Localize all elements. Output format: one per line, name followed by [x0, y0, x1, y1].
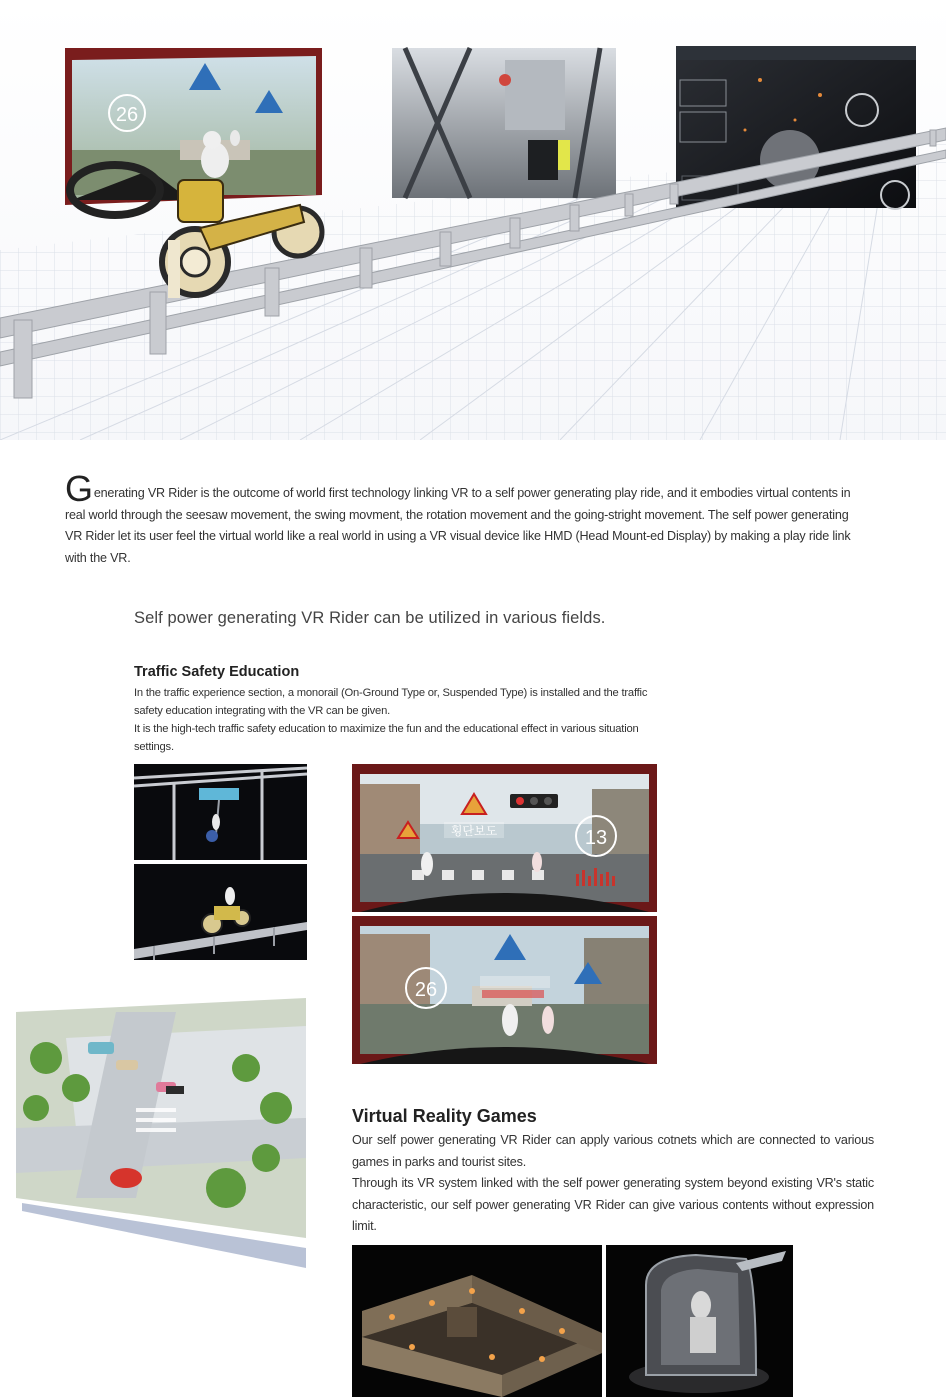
traffic-section-body	[134, 684, 654, 756]
intro-paragraph	[65, 468, 865, 569]
games-section-body	[352, 1130, 874, 1238]
vr-crosswalk-screen	[352, 764, 657, 912]
svg-text:26: 26	[414, 979, 438, 1001]
red-car	[110, 1168, 142, 1188]
traffic-paragraph-2: It is the high-tech traffic safety education to maximize the fun and the educational effect in various situation settings.	[134, 723, 639, 753]
svg-text:13: 13	[584, 827, 608, 849]
hero-illustration	[0, 0, 946, 440]
traffic-light-icon	[166, 1086, 184, 1094]
monorail-ground-image	[134, 864, 307, 960]
vr-cockpit-image	[606, 1245, 793, 1397]
city-intersection-image	[16, 998, 308, 1270]
intro-text: enerating VR Rider is the outcome of world first technology linking VR to a self power generating play ride, and it embodies virtual contents in real world through the seesaw movement, the swing movment, the rotation movement and the going-stright movement. The self power generating VR Rider let its user feel the virtual world like a real world in using a VR visual device like HMD (Head Mount-ed Display) by making a play ride link with the VR.	[65, 486, 851, 565]
monorail-suspended-image	[134, 764, 307, 860]
screen-construction-view	[392, 48, 616, 198]
vr-game-arena-image	[352, 1245, 602, 1397]
traffic-paragraph-1: In the traffic experience section, a monorail (On-Ground Type or, Suspended Type) is installed and the traffic safety education integrating with the VR can be given.	[134, 687, 648, 717]
games-section-title: Virtual Reality Games	[352, 1106, 537, 1126]
vr-school-zone-screen	[352, 916, 657, 1064]
fields-subheading: Self power generating VR Rider can be utilized in various fields.	[134, 609, 606, 627]
drop-cap: G	[65, 468, 93, 509]
svg-text:횡단보도: 횡단보도	[450, 824, 498, 838]
games-paragraph-2: Through its VR system linked with the self power generating system beyond existing VR's static characteristic, our self power generating VR Rider can give various contents without expression limit.	[352, 1176, 874, 1233]
games-paragraph-1: Our self power generating VR Rider can apply various cotnets which are connected to various games in parks and tourist sites.	[352, 1133, 874, 1169]
traffic-section-title: Traffic Safety Education	[134, 664, 300, 680]
svg-text:26: 26	[115, 104, 139, 126]
